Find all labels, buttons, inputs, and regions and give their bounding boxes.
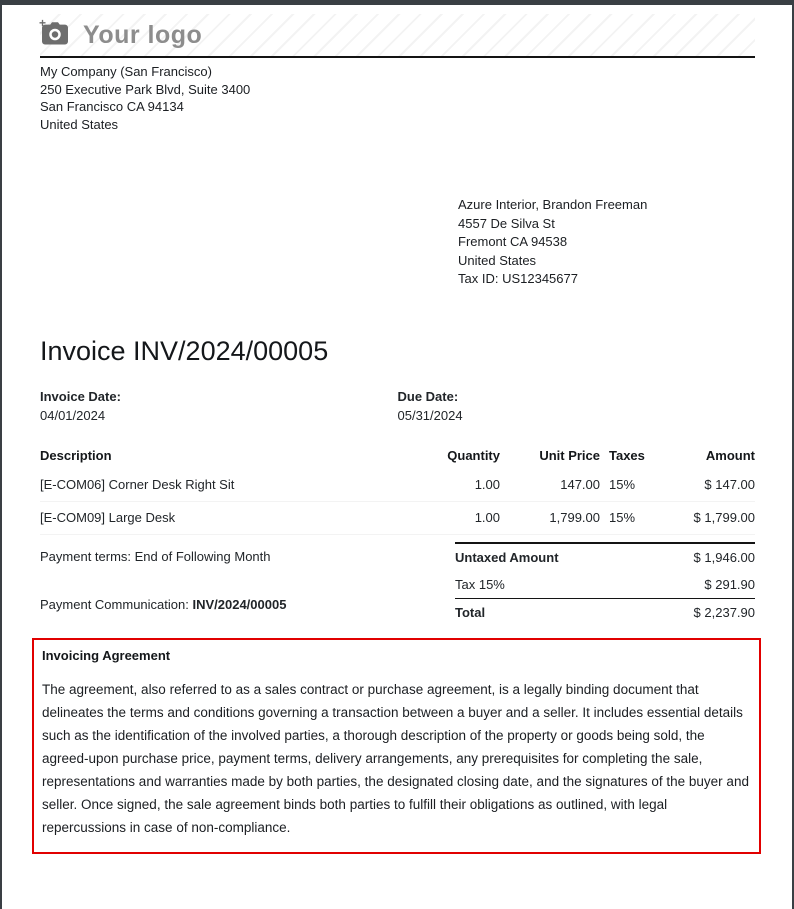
customer-city: Fremont CA 94538 xyxy=(458,234,568,249)
payment-communication-label: Payment Communication: xyxy=(40,596,189,612)
invoice-date-value: 04/01/2024 xyxy=(40,407,106,423)
column-header-description: Description xyxy=(40,447,112,463)
invoice-lines-table xyxy=(40,443,755,535)
column-header-taxes: Taxes xyxy=(609,447,645,463)
customer-tax-id: Tax ID: US12345677 xyxy=(458,271,578,286)
tax-value: $ 291.90 xyxy=(704,576,755,592)
invoice-dates xyxy=(40,388,755,426)
column-header-quantity: Quantity xyxy=(447,447,500,463)
camera-icon: + xyxy=(40,20,72,50)
company-street: 250 Executive Park Blvd, Suite 3400 xyxy=(40,81,251,97)
logo-placeholder-text: Your logo xyxy=(83,20,203,49)
payment-communication xyxy=(40,596,455,614)
agreement-title: Invoicing Agreement xyxy=(42,647,171,663)
column-header-amount: Amount xyxy=(705,447,755,463)
company-country: United States xyxy=(40,116,119,132)
customer-name: Azure Interior, Brandon Freeman xyxy=(458,197,648,212)
line-amount: $ 147.00 xyxy=(662,469,755,502)
table-row xyxy=(40,469,755,502)
line-unit-price: 1,799.00 xyxy=(500,501,600,534)
totals-table xyxy=(455,542,755,626)
untaxed-amount-value: $ 1,946.00 xyxy=(643,543,755,571)
due-date-label: Due Date: xyxy=(397,388,459,404)
invoice-title: Invoice INV/2024/00005 xyxy=(40,335,329,366)
company-address xyxy=(40,63,755,133)
totals-block xyxy=(455,542,755,626)
line-taxes: 15% xyxy=(600,501,662,534)
total-row xyxy=(455,598,755,626)
untaxed-amount-label: Untaxed Amount xyxy=(455,543,643,571)
customer-street: 4557 De Silva St xyxy=(458,215,555,231)
line-description: [E-COM09] Large Desk xyxy=(40,501,425,534)
tax-label: Tax 15% xyxy=(455,576,505,592)
due-date-block xyxy=(398,388,756,426)
customer-country: United States xyxy=(458,252,537,268)
logo-banner xyxy=(40,14,755,58)
tax-row xyxy=(455,571,755,599)
table-header-row xyxy=(40,443,755,469)
payment-terms: Payment terms: End of Following Month xyxy=(40,548,271,564)
total-label: Total xyxy=(455,598,643,626)
company-name: My Company (San Francisco) xyxy=(40,64,212,79)
line-taxes: 15% xyxy=(600,469,662,502)
line-amount: $ 1,799.00 xyxy=(662,501,755,534)
invoicing-agreement-box xyxy=(32,638,761,854)
invoice-date-label: Invoice Date: xyxy=(40,388,121,404)
line-quantity: 1.00 xyxy=(425,501,500,534)
line-quantity: 1.00 xyxy=(425,469,500,502)
company-city: San Francisco CA 94134 xyxy=(40,99,184,114)
total-value: $ 2,237.90 xyxy=(643,598,755,626)
column-header-unit-price: Unit Price xyxy=(539,447,600,463)
invoice-page xyxy=(2,14,792,854)
customer-address xyxy=(458,196,755,289)
invoice-date-block xyxy=(40,388,398,426)
line-description: [E-COM06] Corner Desk Right Sit xyxy=(40,469,425,502)
summary-section xyxy=(40,542,755,626)
untaxed-amount-row xyxy=(455,543,755,571)
payment-info xyxy=(40,542,455,626)
line-unit-price: 147.00 xyxy=(500,469,600,502)
table-row xyxy=(40,501,755,534)
agreement-body-text: The agreement, also referred to as a sales contract or purchase agreement, is a legally binding document that delineates the terms and conditions governing a transaction between a buyer and a seller. It includes essential details such as the identification of the involved parties, a thorough description of the property or goods being sold, the agreed-upon purchase price, payment terms, delivery arrangements, any prerequisites for completing the sale, representations and warranties made by both parties, the designated closing date, and the signatures of the buyer and seller. Once signed, the sale agreement binds both parties to fulfill their obligations as outlined, with legal repercussions in case of non-compliance. xyxy=(42,681,749,835)
due-date-value: 05/31/2024 xyxy=(397,407,463,423)
payment-communication-value: INV/2024/00005 xyxy=(192,596,287,612)
